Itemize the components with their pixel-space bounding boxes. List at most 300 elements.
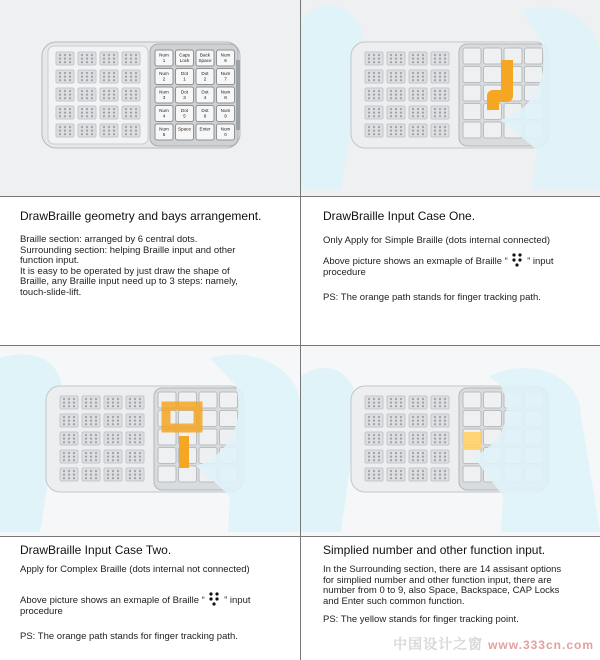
braille-dot bbox=[412, 420, 414, 422]
braille-dot bbox=[444, 434, 446, 436]
braille-dot bbox=[90, 416, 92, 418]
braille-dot bbox=[417, 108, 419, 110]
key-label: 8 bbox=[224, 95, 227, 100]
braille-dot bbox=[135, 130, 137, 132]
braille-dot bbox=[103, 108, 105, 110]
braille-dot bbox=[64, 126, 66, 128]
braille-dot bbox=[373, 76, 375, 78]
braille-dot bbox=[368, 398, 370, 400]
braille-dot bbox=[373, 61, 375, 63]
keypad-key[interactable] bbox=[176, 124, 194, 140]
braille-dot bbox=[400, 126, 402, 128]
key-label: Num bbox=[159, 108, 169, 113]
braille-dot bbox=[390, 477, 392, 479]
body-line: procedure bbox=[323, 266, 366, 278]
key-label: Space bbox=[177, 126, 192, 132]
braille-dot bbox=[422, 405, 424, 407]
key-label: Num bbox=[220, 89, 231, 95]
braille-dot bbox=[444, 398, 446, 400]
keypad-key[interactable] bbox=[176, 106, 194, 122]
braille-dot bbox=[113, 94, 115, 96]
divider-horizontal bbox=[0, 536, 600, 537]
braille-dot bbox=[390, 438, 392, 440]
braille-dot bbox=[73, 405, 75, 407]
braille-dot bbox=[68, 452, 70, 454]
braille-dot bbox=[135, 97, 137, 99]
braille-dot bbox=[390, 452, 392, 454]
braille-dot bbox=[112, 470, 114, 472]
braille-dot bbox=[85, 423, 87, 425]
braille-dot bbox=[139, 470, 141, 472]
braille-dot bbox=[434, 470, 436, 472]
braille-dot bbox=[69, 90, 71, 92]
braille-dot bbox=[135, 133, 137, 135]
keypad-key[interactable] bbox=[217, 106, 235, 122]
braille-dot bbox=[64, 112, 66, 114]
braille-dot bbox=[63, 441, 65, 443]
touch-cell bbox=[158, 466, 176, 482]
braille-dot bbox=[368, 405, 370, 407]
braille-dot bbox=[139, 438, 141, 440]
braille-dot bbox=[444, 477, 446, 479]
braille-dot bbox=[130, 58, 132, 60]
braille-dot bbox=[368, 416, 370, 418]
braille-dot bbox=[434, 79, 436, 81]
braille-dot bbox=[108, 112, 110, 114]
braille-dot bbox=[108, 115, 110, 117]
keypad-key[interactable] bbox=[155, 50, 173, 66]
braille-dot bbox=[91, 79, 93, 81]
braille-dot bbox=[85, 438, 87, 440]
braille-dot bbox=[95, 441, 97, 443]
body-line: touch-slide-lift. bbox=[20, 286, 82, 298]
braille-dot bbox=[85, 405, 87, 407]
braille-dot bbox=[390, 76, 392, 78]
braille-dot bbox=[417, 441, 419, 443]
braille-dot bbox=[417, 130, 419, 132]
braille-dot bbox=[400, 398, 402, 400]
braille-dot bbox=[90, 402, 92, 404]
braille-dot bbox=[85, 470, 87, 472]
braille-dot bbox=[368, 61, 370, 63]
braille-dot bbox=[417, 474, 419, 476]
braille-dot bbox=[95, 456, 97, 458]
key-label: Num bbox=[159, 71, 169, 76]
braille-dot bbox=[81, 90, 83, 92]
braille-dot bbox=[135, 61, 137, 63]
braille-dot bbox=[90, 423, 92, 425]
braille-dot bbox=[113, 76, 115, 78]
braille-dot bbox=[91, 61, 93, 63]
braille-dot bbox=[439, 477, 441, 479]
braille-dot bbox=[417, 398, 419, 400]
touch-cell bbox=[158, 448, 176, 464]
braille-dot bbox=[95, 470, 97, 472]
braille-dot bbox=[86, 76, 88, 78]
body-line: Only Apply for Simple Braille (dots internal connected) bbox=[323, 235, 551, 246]
braille-dot bbox=[400, 402, 402, 404]
braille-dot bbox=[59, 97, 61, 99]
panel-title: DrawBraille Input Case Two. bbox=[20, 543, 172, 557]
braille-dot bbox=[85, 459, 87, 461]
body-line bbox=[20, 592, 290, 607]
braille-dot bbox=[434, 452, 436, 454]
braille-dot bbox=[69, 76, 71, 78]
braille-dot bbox=[107, 420, 109, 422]
braille-dot bbox=[439, 420, 441, 422]
braille-dot bbox=[434, 402, 436, 404]
braille-dot bbox=[63, 423, 65, 425]
braille-dot bbox=[422, 452, 424, 454]
braille-dot bbox=[444, 423, 446, 425]
braille-dot bbox=[368, 90, 370, 92]
braille-dot bbox=[390, 423, 392, 425]
braille-dot bbox=[368, 97, 370, 99]
braille-dot bbox=[422, 130, 424, 132]
braille-dot bbox=[95, 402, 97, 404]
touch-cell bbox=[220, 411, 238, 427]
braille-dot bbox=[417, 405, 419, 407]
braille-dot bbox=[417, 79, 419, 81]
keypad-key[interactable] bbox=[176, 87, 194, 103]
braille-dot bbox=[417, 112, 419, 114]
braille-dot bbox=[59, 108, 61, 110]
keypad-key[interactable] bbox=[196, 50, 214, 66]
body-line: for simplied number and other function input, there are bbox=[323, 574, 552, 586]
braille-dot bbox=[134, 477, 136, 479]
braille-dot bbox=[444, 97, 446, 99]
braille-dot bbox=[91, 72, 93, 74]
braille-dot bbox=[73, 402, 75, 404]
braille-dot bbox=[395, 54, 397, 56]
braille-dot bbox=[125, 58, 127, 60]
braille-dot bbox=[378, 398, 380, 400]
braille-dot bbox=[439, 398, 441, 400]
key-label: Num bbox=[159, 126, 169, 132]
braille-dot bbox=[91, 115, 93, 117]
body-text: ” input bbox=[527, 256, 554, 267]
braille-dot bbox=[368, 434, 370, 436]
braille-dot bbox=[373, 470, 375, 472]
braille-dot bbox=[439, 97, 441, 99]
braille-dot bbox=[412, 452, 414, 454]
keypad-key[interactable] bbox=[217, 87, 235, 103]
braille-dot bbox=[444, 470, 446, 472]
braille-dot bbox=[64, 72, 66, 74]
braille-dot bbox=[434, 434, 436, 436]
braille-dot bbox=[422, 61, 424, 63]
braille-dot bbox=[439, 434, 441, 436]
braille-dot bbox=[422, 90, 424, 92]
braille-dot bbox=[68, 456, 70, 458]
braille-dot bbox=[107, 441, 109, 443]
braille-dot bbox=[395, 90, 397, 92]
braille-dot bbox=[444, 133, 446, 135]
braille-dot bbox=[444, 438, 446, 440]
braille-dot bbox=[108, 58, 110, 60]
keypad-key[interactable] bbox=[196, 124, 214, 140]
braille-dot bbox=[86, 130, 88, 132]
braille-dot bbox=[69, 79, 71, 81]
braille-dot bbox=[412, 477, 414, 479]
braille-dot bbox=[378, 402, 380, 404]
braille-dot bbox=[400, 434, 402, 436]
keypad-key[interactable] bbox=[196, 87, 214, 103]
braille-dot bbox=[95, 423, 97, 425]
braille-dot bbox=[422, 416, 424, 418]
braille-dot bbox=[59, 72, 61, 74]
keypad-key[interactable] bbox=[217, 50, 235, 66]
braille-dot bbox=[85, 452, 87, 454]
braille-dot bbox=[135, 108, 137, 110]
braille-dot bbox=[95, 452, 97, 454]
panel-ps: PS: The orange path stands for finger tracking path. bbox=[323, 292, 541, 303]
braille-dot bbox=[378, 112, 380, 114]
keypad-key[interactable] bbox=[155, 87, 173, 103]
braille-dot bbox=[64, 108, 66, 110]
hand-left bbox=[301, 368, 357, 532]
braille-dot bbox=[129, 423, 131, 425]
braille-dot bbox=[69, 126, 71, 128]
braille-dot bbox=[434, 133, 436, 135]
braille-dot bbox=[134, 405, 136, 407]
braille-dot bbox=[434, 108, 436, 110]
braille-dot bbox=[444, 72, 446, 74]
braille-dot bbox=[368, 423, 370, 425]
braille-dot bbox=[400, 72, 402, 74]
braille-dot bbox=[73, 474, 75, 476]
braille-dot bbox=[368, 108, 370, 110]
braille-dot bbox=[117, 416, 119, 418]
braille-dot bbox=[73, 420, 75, 422]
braille-dot bbox=[439, 405, 441, 407]
braille-dot bbox=[81, 54, 83, 56]
panel-body bbox=[323, 565, 595, 607]
braille-dot bbox=[90, 456, 92, 458]
braille-dot bbox=[69, 72, 71, 74]
braille-dot bbox=[108, 72, 110, 74]
braille-dot bbox=[103, 72, 105, 74]
divider-horizontal bbox=[0, 196, 600, 197]
braille-dot bbox=[390, 420, 392, 422]
touch-cell bbox=[220, 392, 238, 408]
keypad-key[interactable] bbox=[155, 106, 173, 122]
braille-dot bbox=[130, 61, 132, 63]
body-text: Above picture shows an exmaple of Braille “ bbox=[20, 595, 205, 606]
device-illustration bbox=[301, 346, 600, 536]
braille-dot bbox=[439, 76, 441, 78]
braille-dot bbox=[395, 79, 397, 81]
braille-dot bbox=[63, 470, 65, 472]
braille-dot bbox=[412, 112, 414, 114]
key-label: Caps bbox=[179, 52, 190, 58]
braille-dot bbox=[434, 115, 436, 117]
braille-dot bbox=[444, 405, 446, 407]
braille-dot bbox=[395, 420, 397, 422]
braille-dot bbox=[90, 459, 92, 461]
braille-dot bbox=[112, 405, 114, 407]
braille-dot bbox=[373, 441, 375, 443]
key-label: Back bbox=[199, 52, 211, 58]
braille-dot bbox=[130, 94, 132, 96]
braille-dot bbox=[373, 54, 375, 56]
braille-dot bbox=[63, 398, 65, 400]
braille-dot bbox=[395, 58, 397, 60]
braille-dot bbox=[108, 126, 110, 128]
braille-dot bbox=[422, 58, 424, 60]
braille-dot bbox=[81, 108, 83, 110]
braille-dot bbox=[59, 130, 61, 132]
braille-dot bbox=[91, 90, 93, 92]
body-text: Above picture shows an exmaple of Braille “ bbox=[323, 256, 508, 267]
braille-dot bbox=[113, 79, 115, 81]
keypad-key[interactable] bbox=[217, 69, 235, 85]
braille-dot bbox=[68, 474, 70, 476]
device-illustration bbox=[0, 346, 300, 536]
braille-dot bbox=[390, 94, 392, 96]
keypad-key[interactable] bbox=[176, 50, 194, 66]
braille-dot bbox=[95, 438, 97, 440]
braille-dot bbox=[73, 477, 75, 479]
braille-dot bbox=[378, 441, 380, 443]
braille-dot bbox=[395, 76, 397, 78]
braille-dot bbox=[417, 115, 419, 117]
braille-dot bbox=[108, 61, 110, 63]
braille-dot bbox=[444, 402, 446, 404]
braille-dot bbox=[395, 441, 397, 443]
braille-dot bbox=[81, 97, 83, 99]
braille-dot bbox=[368, 58, 370, 60]
braille-dot bbox=[412, 115, 414, 117]
keypad-key[interactable] bbox=[217, 124, 235, 140]
braille-dot bbox=[134, 441, 136, 443]
braille-dot bbox=[112, 416, 114, 418]
touch-cell bbox=[463, 48, 481, 64]
braille-dot bbox=[68, 405, 70, 407]
braille-dot bbox=[59, 79, 61, 81]
panel-ps: PS: The orange path stands for finger tracking path. bbox=[20, 631, 238, 642]
panel-body bbox=[323, 253, 593, 278]
braille-dot bbox=[412, 61, 414, 63]
braille-dot bbox=[95, 459, 97, 461]
braille-dot bbox=[91, 126, 93, 128]
braille-dot bbox=[117, 405, 119, 407]
key-label: 2 bbox=[162, 76, 166, 82]
braille-dot bbox=[412, 54, 414, 56]
touch-cell bbox=[463, 466, 481, 482]
braille-dot bbox=[129, 434, 131, 436]
braille-dot bbox=[422, 76, 424, 78]
braille-dot bbox=[412, 58, 414, 60]
braille-dot bbox=[400, 452, 402, 454]
braille-dot bbox=[63, 477, 65, 479]
keypad-key[interactable] bbox=[155, 69, 173, 85]
braille-dot bbox=[68, 441, 70, 443]
braille-dot bbox=[395, 423, 397, 425]
braille-dot bbox=[64, 130, 66, 132]
braille-dot bbox=[412, 79, 414, 81]
keypad-key[interactable] bbox=[196, 69, 214, 85]
braille-dot bbox=[63, 474, 65, 476]
braille-dot bbox=[439, 438, 441, 440]
braille-dot bbox=[64, 58, 66, 60]
braille-dot bbox=[90, 477, 92, 479]
body-line: It is easy to be operated by just draw the shape of bbox=[20, 265, 230, 277]
braille-dot bbox=[400, 108, 402, 110]
braille-dot bbox=[129, 470, 131, 472]
braille-dot bbox=[400, 90, 402, 92]
braille-dot bbox=[90, 398, 92, 400]
braille-dot bbox=[400, 456, 402, 458]
braille-dot bbox=[395, 405, 397, 407]
braille-dot bbox=[395, 474, 397, 476]
braille-dot bbox=[130, 108, 132, 110]
braille-dot bbox=[417, 126, 419, 128]
braille-dot bbox=[378, 126, 380, 128]
keypad-key[interactable] bbox=[196, 106, 214, 122]
braille-dot bbox=[422, 423, 424, 425]
braille-dot bbox=[103, 130, 105, 132]
braille-dot bbox=[395, 97, 397, 99]
device-image-case-two bbox=[0, 346, 300, 536]
braille-dot bbox=[434, 405, 436, 407]
panel-body bbox=[20, 235, 290, 298]
panel-body bbox=[20, 592, 290, 617]
braille-dot bbox=[400, 133, 402, 135]
braille-dot bbox=[108, 130, 110, 132]
touch-cell bbox=[484, 67, 502, 83]
braille-dot bbox=[373, 456, 375, 458]
braille-dot bbox=[395, 126, 397, 128]
braille-dot bbox=[373, 130, 375, 132]
braille-dot bbox=[90, 434, 92, 436]
braille-dot bbox=[69, 61, 71, 63]
braille-dot bbox=[400, 477, 402, 479]
braille-dot bbox=[125, 54, 127, 56]
braille-dot bbox=[117, 434, 119, 436]
braille-dot bbox=[417, 438, 419, 440]
braille-dot bbox=[412, 459, 414, 461]
braille-dot bbox=[378, 459, 380, 461]
braille-dot bbox=[81, 133, 83, 135]
keypad-key[interactable] bbox=[176, 69, 194, 85]
braille-dot bbox=[444, 61, 446, 63]
braille-dot bbox=[86, 115, 88, 117]
braille-dot bbox=[85, 416, 87, 418]
braille-dot bbox=[90, 438, 92, 440]
braille-dot bbox=[417, 94, 419, 96]
braille-dot bbox=[73, 416, 75, 418]
braille-dot bbox=[112, 456, 114, 458]
braille-dot bbox=[64, 54, 66, 56]
braille-dot bbox=[91, 76, 93, 78]
braille-dot bbox=[59, 76, 61, 78]
braille-dot bbox=[129, 459, 131, 461]
braille-dot bbox=[73, 398, 75, 400]
braille-dot bbox=[390, 133, 392, 135]
braille-dot bbox=[412, 438, 414, 440]
braille-dot bbox=[378, 76, 380, 78]
keypad-key[interactable] bbox=[155, 124, 173, 140]
braille-dot bbox=[368, 477, 370, 479]
braille-dot bbox=[125, 97, 127, 99]
body-line: Braille section: arranged by 6 central dots. bbox=[20, 234, 198, 245]
braille-dot bbox=[64, 61, 66, 63]
braille-dot bbox=[64, 76, 66, 78]
braille-dot bbox=[395, 470, 397, 472]
braille-dot bbox=[444, 452, 446, 454]
braille-dot bbox=[73, 441, 75, 443]
